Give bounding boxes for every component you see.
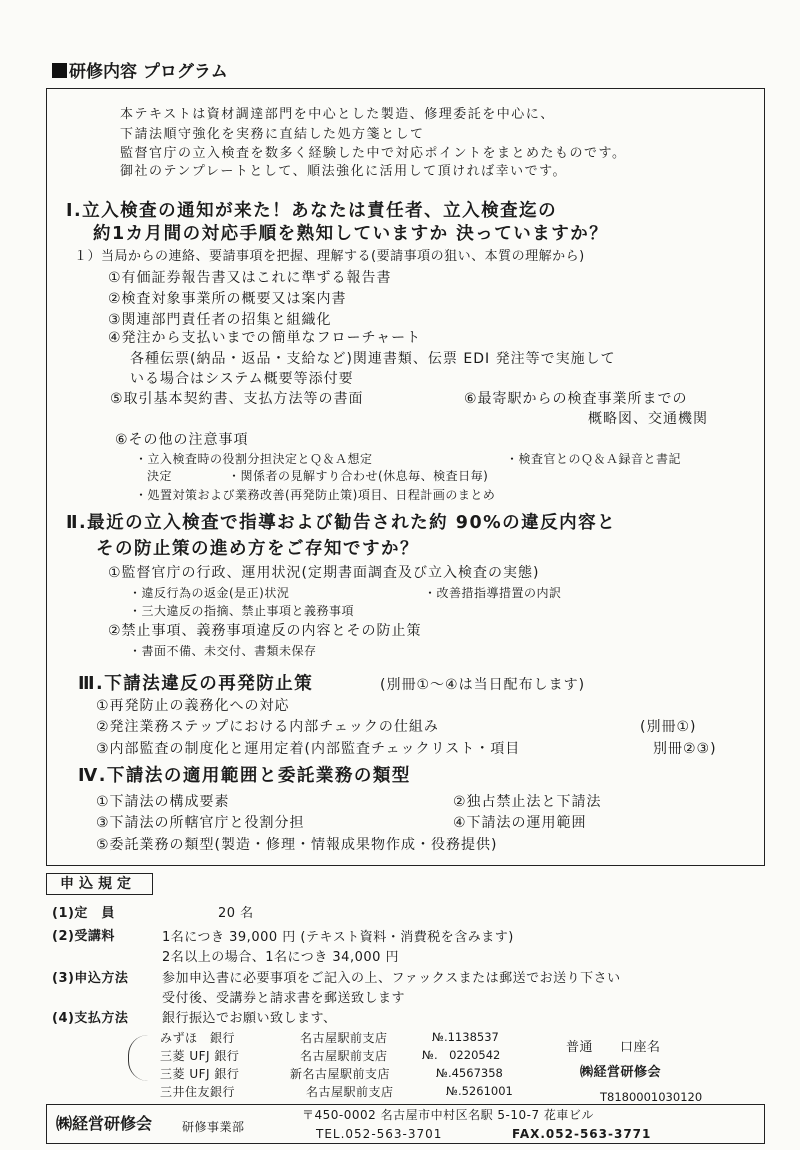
footer-tel: TEL.052-563-3701 xyxy=(316,1127,443,1141)
section-1-note-3: ・関係者の見解すり合わせ(休息毎、検査日毎) xyxy=(228,469,489,483)
intro-line-2: 下請法順守強化を実務に直結した処方箋として xyxy=(120,127,425,142)
bank-4-name: 三井住友銀行 xyxy=(160,1085,236,1099)
section-1-item-4-detail-2: いる場合はシステム概要等添付要 xyxy=(130,371,354,387)
section-1-note-2b: 決定 xyxy=(147,469,173,483)
section-1-note-1: ・立入検査時の役割分担決定とＱ＆Ａ想定 xyxy=(135,452,373,466)
section-4-item-2: ②独占禁止法と下請法 xyxy=(453,794,602,810)
section-1-item-3: ③関連部門責任者の招集と組織化 xyxy=(108,312,332,328)
bank-3-branch: 新名古屋駅前支店 xyxy=(290,1067,391,1081)
section-2-note-2: ・改善措指導措置の内訳 xyxy=(424,586,562,600)
section-1-title-line-2: 約1カ月間の対応手順を熟知していますか 決っていますか？ xyxy=(93,224,609,244)
section-1-item-6a: ⑥最寄駅からの検査事業所までの xyxy=(464,391,688,407)
section-1-item-7: ⑥その他の注意事項 xyxy=(115,432,249,448)
apply-row-1-value: 20 名 xyxy=(218,906,254,921)
section-2-note-4: ・書面不備、未交付、書類未保存 xyxy=(129,644,317,658)
section-3-item-3: ③内部監査の制度化と運用定着(内部監査チェックリスト・項目 xyxy=(96,741,521,757)
account-type: 普通 口座名 xyxy=(566,1040,661,1055)
section-1-title-line-1: Ⅰ.立入検査の通知が来た！あなたは責任者、立入検査迄の xyxy=(66,201,558,221)
section-2-title-line-2: その防止策の進め方をご存知ですか？ xyxy=(96,539,419,559)
apply-row-3-value: 参加申込書に必要事項をご記入の上、ファックスまたは郵送でお送り下さい xyxy=(162,971,621,986)
apply-row-4-value: 銀行振込でお願い致します、 xyxy=(162,1011,337,1026)
section-3-item-2-ref: (別冊①) xyxy=(640,719,697,735)
section-2-note-3: ・三大違反の指摘、禁止事項と義務事項 xyxy=(129,604,355,618)
section-1-item-2: ②検査対象事業所の概要又は案内書 xyxy=(108,291,347,307)
bank-2-name: 三菱 UFJ 銀行 xyxy=(160,1049,240,1063)
section-4-item-4: ④下請法の運用範囲 xyxy=(453,815,587,831)
apply-row-2-label: (2)受講料 xyxy=(52,929,115,944)
section-2-item-2: ②禁止事項、義務事項違反の内容とその防止策 xyxy=(108,623,422,639)
apply-row-2-value: 1名につき 39,000 円 (テキスト資料・消費税を含みます) xyxy=(162,930,514,945)
section-1-sub-1: １）当局からの連絡、要請事項を把握、理解する(要請事項の狙い、本質の理解から) xyxy=(74,249,585,264)
section-1-item-4-detail-1: 各種伝票(納品・返品・支給など)関連書類、伝票 EDI 発注等で実施して xyxy=(130,351,616,367)
section-3-item-2: ②発注業務ステップにおける内部チェックの仕組み xyxy=(96,719,439,735)
section-4-item-3: ③下請法の所轄官庁と役割分担 xyxy=(96,815,305,831)
apply-rules-label: 申込規定 xyxy=(60,876,136,892)
section-3-title-note: (別冊①～④は当日配布します) xyxy=(380,677,586,693)
section-4-title: Ⅳ.下請法の適用範囲と委託業務の類型 xyxy=(78,766,411,786)
intro-line-3: 監督官庁の立入検査を数多く経験した中で対応ポイントをまとめたものです。 xyxy=(120,146,627,161)
section-1-item-5: ⑤取引基本契約書、支払方法等の書面 xyxy=(110,391,364,407)
apply-row-3-value-2: 受付後、受講券と請求書を郵送致します xyxy=(162,991,406,1006)
section-4-item-5: ⑤委託業務の類型(製造・修理・情報成果物作成・役務提供) xyxy=(96,837,498,853)
square-bullet-icon xyxy=(52,63,67,78)
footer-address: 〒450-0002 名古屋市中村区名駅 5-10-7 花車ビル xyxy=(302,1108,594,1122)
bank-3-account: №.4567358 xyxy=(436,1066,503,1080)
section-2-note-1: ・違反行為の返金(是正)状況 xyxy=(129,586,290,600)
bank-4-branch: 名古屋駅前支店 xyxy=(306,1085,394,1099)
section-2-item-1: ①監督官庁の行政、運用状況(定期書面調査及び立入検査の実態) xyxy=(108,565,540,581)
section-1-item-6b: 概略図、交通機関 xyxy=(588,411,708,427)
footer-fax: FAX.052-563-3771 xyxy=(512,1127,652,1141)
section-1-note-4: ・処置対策および業務改善(再発防止策)項目、日程計画のまとめ xyxy=(135,488,496,502)
bank-2-account: №. 0220542 xyxy=(422,1048,501,1062)
bank-list-bracket xyxy=(128,1035,149,1081)
bank-4-account: №.5261001 xyxy=(446,1084,513,1098)
section-2-title-line-1: Ⅱ.最近の立入検査で指導および勧告された約 90%の違反内容と xyxy=(66,513,617,533)
intro-line-1: 本テキストは資材調達部門を中心とした製造、修理委託を中心に、 xyxy=(120,107,555,122)
apply-row-4-label: (4)支払方法 xyxy=(52,1011,129,1026)
section-3-item-1: ①再発防止の義務化への対応 xyxy=(96,698,290,714)
bank-1-account: №.1138537 xyxy=(432,1030,499,1044)
section-1-item-1: ①有価証券報告書又はこれに準ずる報告書 xyxy=(108,270,392,286)
intro-line-4: 御社のテンプレートとして、順法強化に活用して頂ければ幸いです。 xyxy=(120,164,568,179)
footer-dept: 研修事業部 xyxy=(182,1120,245,1134)
bank-1-branch: 名古屋駅前支店 xyxy=(300,1031,388,1045)
section-4-item-1: ①下請法の構成要素 xyxy=(96,794,230,810)
apply-row-3-label: (3)申込方法 xyxy=(52,971,129,986)
bank-1-name: みずほ 銀行 xyxy=(160,1031,236,1045)
footer-company: ㈱経営研修会 xyxy=(56,1114,153,1133)
section-title: 研修内容 プログラム xyxy=(52,63,228,81)
section-1-item-4: ④発注から支払いまでの簡単なフローチャート xyxy=(108,330,422,346)
apply-row-1-label: (1)定 員 xyxy=(52,906,115,921)
bank-2-branch: 名古屋駅前支店 xyxy=(300,1049,388,1063)
registration-code: T8180001030120 xyxy=(600,1090,703,1104)
bank-3-name: 三菱 UFJ 銀行 xyxy=(160,1067,240,1081)
section-3-title: Ⅲ.下請法違反の再発防止策 xyxy=(78,674,314,694)
section-3-item-3-ref: 別冊②③) xyxy=(653,741,717,757)
section-1-note-2: ・検査官とのＱ＆Ａ録音と書記 xyxy=(506,452,682,466)
apply-row-2-value-2: 2名以上の場合、1名につき 34,000 円 xyxy=(162,950,400,965)
account-name: ㈱経営研修会 xyxy=(580,1065,662,1080)
